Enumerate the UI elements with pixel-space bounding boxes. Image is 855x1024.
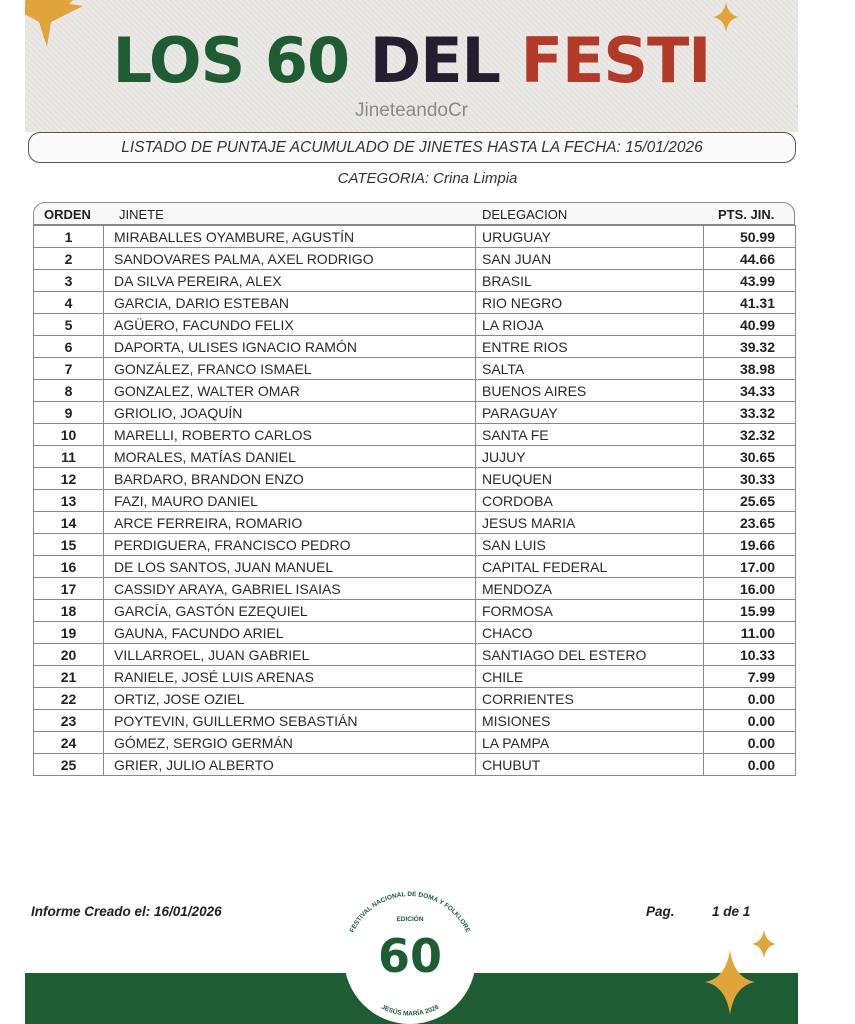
table-header: [33, 202, 795, 225]
cell-jinete: GONZÁLEZ, FRANCO ISMAEL: [104, 358, 476, 380]
cell-delegacion: LA PAMPA: [476, 732, 704, 754]
category-label: CATEGORIA: Crina Limpia: [337, 170, 518, 187]
cell-pts: 39.32: [704, 336, 796, 358]
logo-edition-text: EDICIÓN: [396, 916, 424, 923]
table-row: [34, 644, 796, 666]
cell-pts: 38.98: [704, 358, 796, 380]
cell-orden: 9: [34, 402, 104, 424]
cell-jinete: ARCE FERREIRA, ROMARIO: [104, 512, 476, 534]
banner-title: [25, 24, 798, 97]
cell-jinete: ORTIZ, JOSE OZIEL: [104, 688, 476, 710]
table-row: [34, 424, 796, 446]
logo-top-text: FESTIVAL NACIONAL DE DOMA Y FOLKLORE: [348, 890, 472, 934]
report-info-box: [28, 132, 796, 163]
cell-delegacion: NEUQUEN: [476, 468, 704, 490]
cell-delegacion: BRASIL: [476, 270, 704, 292]
column-header-orden: ORDEN: [44, 207, 91, 222]
cell-jinete: MORALES, MATÍAS DANIEL: [104, 446, 476, 468]
cell-jinete: GAUNA, FACUNDO ARIEL: [104, 622, 476, 644]
table-row: [34, 468, 796, 490]
cell-jinete: DE LOS SANTOS, JUAN MANUEL: [104, 556, 476, 578]
cell-pts: 33.32: [704, 402, 796, 424]
table-row: [34, 732, 796, 754]
table-row: [34, 380, 796, 402]
cell-delegacion: ENTRE RIOS: [476, 336, 704, 358]
cell-delegacion: SANTA FE: [476, 424, 704, 446]
cell-orden: 19: [34, 622, 104, 644]
cell-pts: 23.65: [704, 512, 796, 534]
cell-delegacion: CHACO: [476, 622, 704, 644]
cell-jinete: VILLARROEL, JUAN GABRIEL: [104, 644, 476, 666]
cell-jinete: PERDIGUERA, FRANCISCO PEDRO: [104, 534, 476, 556]
cell-pts: 43.99: [704, 270, 796, 292]
cell-delegacion: CORDOBA: [476, 490, 704, 512]
cell-pts: 17.00: [704, 556, 796, 578]
page-label: Pag.: [646, 904, 675, 919]
cell-pts: 0.00: [704, 710, 796, 732]
cell-orden: 3: [34, 270, 104, 292]
cell-delegacion: LA RIOJA: [476, 314, 704, 336]
table-row: [34, 578, 796, 600]
cell-delegacion: MISIONES: [476, 710, 704, 732]
cell-orden: 16: [34, 556, 104, 578]
cell-jinete: SANDOVARES PALMA, AXEL RODRIGO: [104, 248, 476, 270]
cell-jinete: MIRABALLES OYAMBURE, AGUSTÍN: [104, 226, 476, 248]
cell-orden: 13: [34, 490, 104, 512]
logo-bottom-text: JESÚS MARÍA 2026: [379, 1003, 441, 1018]
table-row: [34, 512, 796, 534]
cell-orden: 18: [34, 600, 104, 622]
cell-pts: 0.00: [704, 732, 796, 754]
cell-delegacion: PARAGUAY: [476, 402, 704, 424]
cell-jinete: BARDARO, BRANDON ENZO: [104, 468, 476, 490]
cell-orden: 7: [34, 358, 104, 380]
cell-delegacion: CHILE: [476, 666, 704, 688]
logo-number: 60: [377, 929, 443, 983]
cell-delegacion: SALTA: [476, 358, 704, 380]
table-row: [34, 336, 796, 358]
cell-pts: 10.33: [704, 644, 796, 666]
cell-delegacion: SANTIAGO DEL ESTERO: [476, 644, 704, 666]
cell-pts: 25.65: [704, 490, 796, 512]
cell-pts: 0.00: [704, 688, 796, 710]
cell-jinete: GRIER, JULIO ALBERTO: [104, 754, 476, 776]
table-row: [34, 314, 796, 336]
report-info-text: LISTADO DE PUNTAJE ACUMULADO DE JINETES HASTA LA FECHA: 15/01/2026: [121, 139, 703, 156]
cell-orden: 21: [34, 666, 104, 688]
cell-orden: 11: [34, 446, 104, 468]
cell-orden: 1: [34, 226, 104, 248]
title-part-festi: FESTI: [520, 24, 711, 97]
cell-jinete: GARCIA, DARIO ESTEBAN: [104, 292, 476, 314]
table-row: [34, 402, 796, 424]
cell-pts: 34.33: [704, 380, 796, 402]
cell-jinete: AGÜERO, FACUNDO FELIX: [104, 314, 476, 336]
cell-orden: 17: [34, 578, 104, 600]
cell-delegacion: BUENOS AIRES: [476, 380, 704, 402]
column-header-delegacion: DELEGACION: [482, 207, 568, 222]
cell-delegacion: CORRIENTES: [476, 688, 704, 710]
table-row: [34, 490, 796, 512]
title-part-del: DEL: [369, 24, 501, 97]
table-row: [34, 600, 796, 622]
cell-pts: 44.66: [704, 248, 796, 270]
table-row: [34, 556, 796, 578]
header-banner: [25, 0, 798, 132]
cell-pts: 30.33: [704, 468, 796, 490]
table-row: [34, 226, 796, 248]
cell-orden: 5: [34, 314, 104, 336]
cell-orden: 25: [34, 754, 104, 776]
cell-jinete: DA SILVA PEREIRA, ALEX: [104, 270, 476, 292]
cell-jinete: GARCÍA, GASTÓN EZEQUIEL: [104, 600, 476, 622]
cell-orden: 12: [34, 468, 104, 490]
column-header-jinete: JINETE: [119, 207, 164, 222]
cell-orden: 10: [34, 424, 104, 446]
report-created-date: Informe Creado el: 16/01/2026: [31, 904, 222, 919]
table-row: [34, 446, 796, 468]
column-header-pts: PTS. JIN.: [718, 207, 775, 222]
cell-pts: 0.00: [704, 754, 796, 776]
cell-pts: 40.99: [704, 314, 796, 336]
cell-delegacion: JUJUY: [476, 446, 704, 468]
cell-delegacion: CHUBUT: [476, 754, 704, 776]
cell-pts: 41.31: [704, 292, 796, 314]
cell-jinete: GRIOLIO, JOAQUÍN: [104, 402, 476, 424]
cell-orden: 22: [34, 688, 104, 710]
title-part-los-60: LOS 60: [112, 24, 350, 97]
cell-pts: 15.99: [704, 600, 796, 622]
table-row: [34, 688, 796, 710]
table-row: [34, 248, 796, 270]
table-row: [34, 358, 796, 380]
cell-orden: 6: [34, 336, 104, 358]
cell-pts: 19.66: [704, 534, 796, 556]
standings-table: [33, 225, 796, 776]
cell-jinete: MARELLI, ROBERTO CARLOS: [104, 424, 476, 446]
table-row: [34, 622, 796, 644]
cell-jinete: DAPORTA, ULISES IGNACIO RAMÓN: [104, 336, 476, 358]
cell-jinete: FAZI, MAURO DANIEL: [104, 490, 476, 512]
cell-orden: 14: [34, 512, 104, 534]
cell-delegacion: JESUS MARIA: [476, 512, 704, 534]
page-number: 1 de 1: [712, 904, 751, 919]
cell-delegacion: RIO NEGRO: [476, 292, 704, 314]
cell-delegacion: CAPITAL FEDERAL: [476, 556, 704, 578]
table-row: [34, 754, 796, 776]
festival-60-logo: [334, 888, 486, 1024]
cell-delegacion: FORMOSA: [476, 600, 704, 622]
cell-orden: 2: [34, 248, 104, 270]
cell-orden: 15: [34, 534, 104, 556]
cell-jinete: POYTEVIN, GUILLERMO SEBASTIÁN: [104, 710, 476, 732]
table-row: [34, 710, 796, 732]
cell-orden: 23: [34, 710, 104, 732]
sparkle-icon: [700, 930, 790, 1020]
cell-delegacion: URUGUAY: [476, 226, 704, 248]
cell-jinete: RANIELE, JOSÉ LUIS ARENAS: [104, 666, 476, 688]
cell-orden: 4: [34, 292, 104, 314]
cell-delegacion: SAN JUAN: [476, 248, 704, 270]
cell-orden: 20: [34, 644, 104, 666]
cell-pts: 7.99: [704, 666, 796, 688]
cell-delegacion: MENDOZA: [476, 578, 704, 600]
cell-pts: 11.00: [704, 622, 796, 644]
cell-orden: 24: [34, 732, 104, 754]
cell-jinete: CASSIDY ARAYA, GABRIEL ISAIAS: [104, 578, 476, 600]
cell-pts: 30.65: [704, 446, 796, 468]
cell-pts: 16.00: [704, 578, 796, 600]
cell-pts: 32.32: [704, 424, 796, 446]
cell-delegacion: SAN LUIS: [476, 534, 704, 556]
table-row: [34, 270, 796, 292]
table-row: [34, 292, 796, 314]
watermark: JineteandoCr: [354, 100, 469, 121]
standings-table-body: [34, 226, 796, 776]
table-row: [34, 666, 796, 688]
cell-orden: 8: [34, 380, 104, 402]
table-row: [34, 534, 796, 556]
cell-jinete: GONZALEZ, WALTER OMAR: [104, 380, 476, 402]
cell-jinete: GÓMEZ, SERGIO GERMÁN: [104, 732, 476, 754]
cell-pts: 50.99: [704, 226, 796, 248]
